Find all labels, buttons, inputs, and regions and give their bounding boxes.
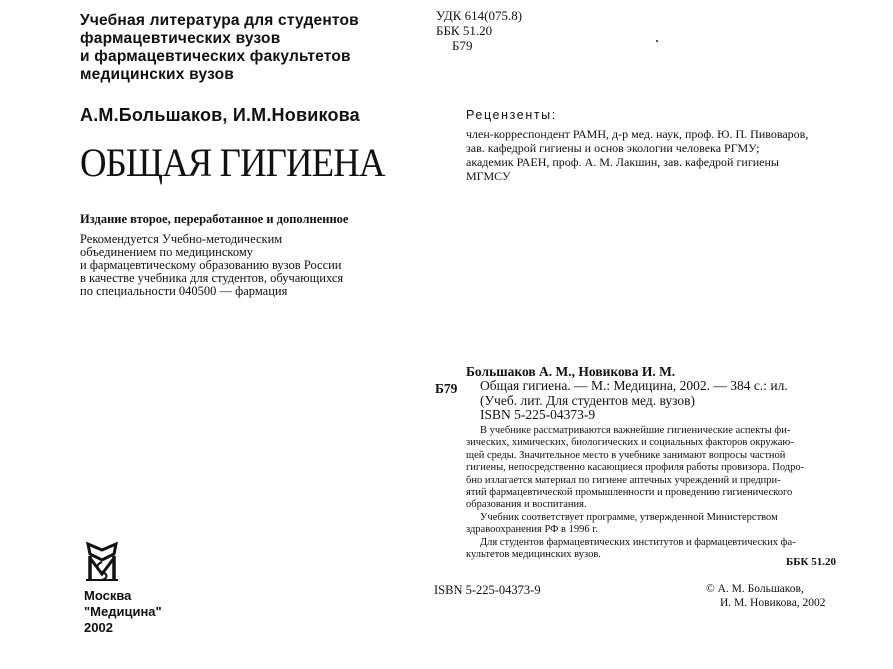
series-description	[80, 12, 359, 84]
recommendation-line: в качестве учебника для студентов, обучающихся	[80, 271, 344, 285]
recommendation-line: по специальности 040500 — фармация	[80, 284, 288, 298]
udk-code: УДК 614(075.8)	[436, 8, 523, 23]
reviewer-line: МГМСУ	[466, 169, 511, 183]
annotation	[466, 425, 804, 561]
publisher-logo-icon	[82, 540, 122, 584]
bbk-bottom: ББК 51.20	[786, 556, 837, 568]
biblio-line: Общая гигиена. — М.: Медицина, 2002. — 384 с.: ил.	[480, 378, 788, 393]
bbk-code: ББК 51.20	[436, 23, 493, 38]
series-line: медицинских вузов	[80, 66, 234, 83]
abstract-line: зических, химических, биологических и социальных факторов окружаю-	[466, 437, 794, 449]
authors: А.М.Большаков, И.М.Новикова	[80, 105, 360, 125]
series-line: и фармацевтических факультетов	[80, 48, 351, 65]
abstract-line: культетов медицинских вузов.	[466, 549, 601, 561]
abstract-line: образования и воспитания.	[466, 499, 587, 511]
copyright-block	[706, 582, 826, 610]
publisher-year: 2002	[84, 620, 113, 635]
recommendation-block	[80, 233, 343, 298]
publisher-block	[84, 588, 162, 636]
classification-codes	[436, 8, 522, 53]
series-line: Учебная литература для студентов	[80, 12, 359, 29]
abstract-line: В учебнике рассматриваются важнейшие гигиенические аспекты фи-	[480, 425, 791, 436]
publisher-name: "Медицина"	[84, 604, 162, 619]
speck	[656, 40, 658, 42]
copyright-line: И. М. Новикова, 2002	[720, 597, 826, 609]
abstract-line: Для студентов фармацевтических институтов и фармацевтических фа-	[480, 536, 796, 548]
reviewer-line: академик РАЕН, проф. А. М. Лакшин, зав. кафедрой гигиены	[466, 155, 779, 169]
copyright-line: © А. М. Большаков,	[706, 583, 804, 595]
publisher-city: Москва	[84, 588, 132, 603]
edition-note: Издание второе, переработанное и дополненное	[80, 212, 349, 226]
reviewer-line: зав. кафедрой гигиены и основ экологии человека РГМУ;	[466, 141, 760, 155]
abstract-line: ятий фармацевтической промышленности и проведению гигиенического	[466, 487, 793, 499]
bibliographic-code: Б79	[435, 381, 458, 396]
abstract-line: Учебник соответствует программе, утвержденной Министерством	[480, 511, 778, 523]
bibliographic-record	[466, 379, 788, 423]
series-line: фармацевтических вузов	[80, 30, 281, 47]
author-mark: Б79	[452, 38, 473, 53]
abstract-line: здравоохранения РФ в 1996 г.	[466, 524, 599, 536]
bibliographic-authors: Большаков А. М., Новикова И. М.	[466, 364, 676, 379]
reviewers-block	[466, 127, 808, 183]
biblio-line: ISBN 5-225-04373-9	[480, 407, 596, 422]
recommendation-line: и фармацевтическому образованию вузов России	[80, 258, 342, 272]
abstract-line: бно излагается материал по гигиене аптечных учреждений и предпри-	[466, 474, 781, 486]
biblio-line: (Учеб. лит. Для студентов мед. вузов)	[480, 392, 696, 408]
abstract-line: гигиены, непосредственно касающиеся профиля работы провизора. Подро-	[466, 462, 805, 474]
recommendation-line: Рекомендуется Учебно-методическим	[80, 232, 283, 246]
isbn: ISBN 5-225-04373-9	[434, 583, 541, 597]
abstract-line: щей среды. Значительное место в учебнике занимают вопросы частной	[466, 449, 786, 461]
reviewers-title: Рецензенты:	[466, 108, 557, 122]
recommendation-line: объединением по медицинскому	[80, 245, 254, 259]
book-title: ОБЩАЯ ГИГИЕНА	[80, 140, 385, 185]
reviewer-line: член-корреспондент РАМН, д-р мед. наук, проф. Ю. П. Пивоваров,	[466, 127, 809, 141]
